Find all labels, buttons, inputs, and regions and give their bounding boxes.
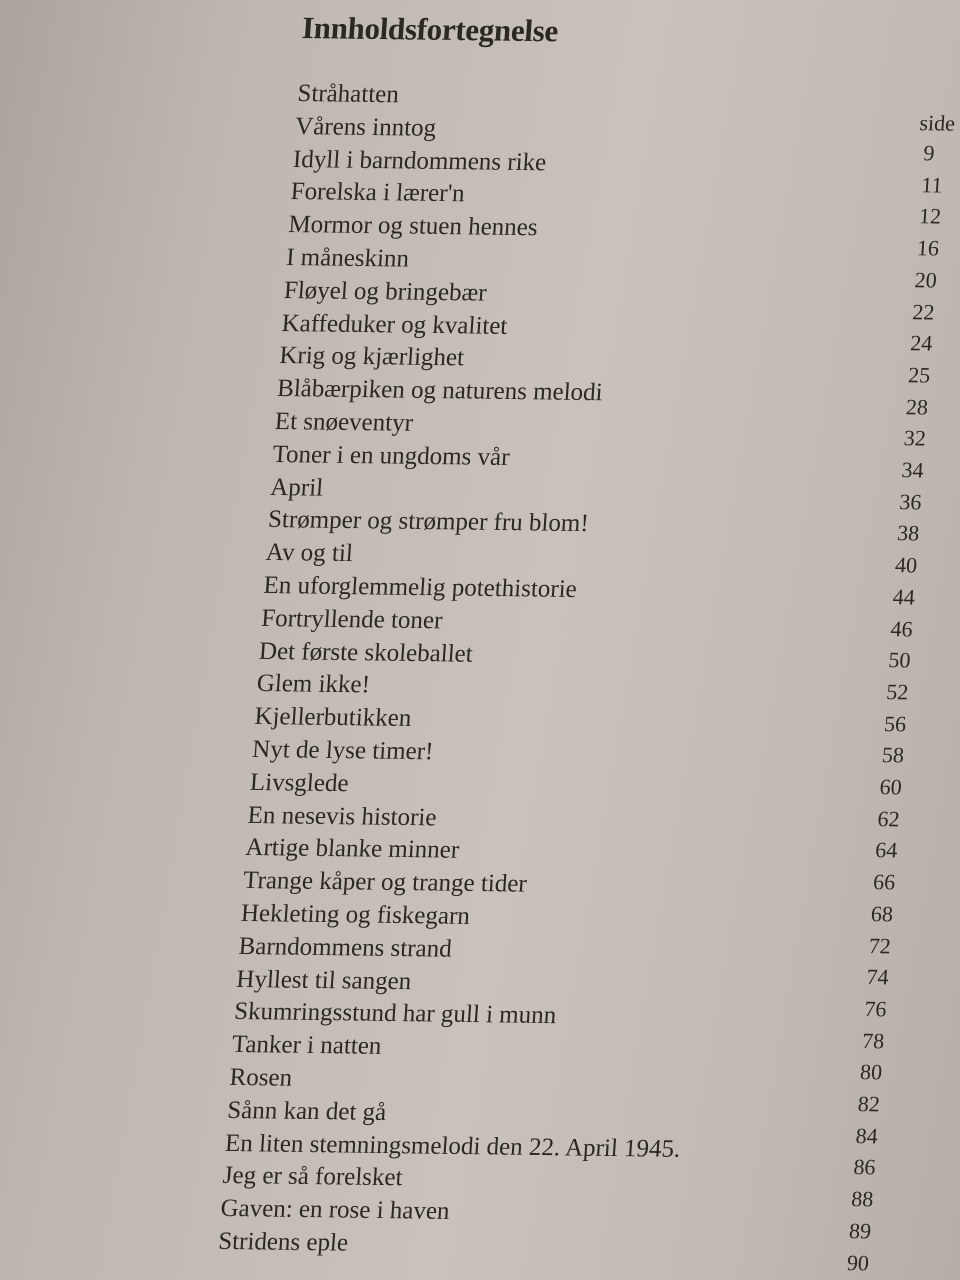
toc-entry-title: En nesevis historie [246, 801, 438, 831]
toc-entry-title: Fortryllende toner [260, 604, 444, 635]
toc-entry-title: Tanker i natten [231, 1031, 383, 1061]
toc-entry-page-number: 11 [920, 171, 944, 198]
toc-entry-page-number: 78 [861, 1027, 886, 1054]
toc-entry-page-number: 50 [887, 647, 912, 673]
toc-entry-page-number: 12 [918, 203, 943, 229]
toc-entry-title: Forelska i lærer'n [289, 178, 466, 208]
toc-entry-title: Rosen [228, 1063, 294, 1092]
toc-entry-title: Livsglede [249, 768, 350, 797]
toc-entry-title: En uforglemmelig potethistorie [262, 571, 578, 604]
toc-entry-title: Nyt de lyse timer! [251, 735, 435, 766]
toc-entry-page-number: 88 [850, 1186, 875, 1212]
toc-entry-page-number: 20 [913, 267, 938, 293]
toc-entry-page-number: 36 [898, 488, 923, 515]
toc-entry-title: Av og til [264, 539, 354, 568]
toc-entry-page-number: 68 [870, 900, 894, 927]
toc-entry-page-number: 9 [922, 140, 936, 166]
toc-entry-page-number: 80 [859, 1059, 883, 1085]
toc-entry-title: Krig og kjærlighet [278, 342, 465, 372]
toc-entry-page-number: 28 [905, 393, 929, 420]
toc-entry-title: Kjellerbutikken [253, 703, 413, 733]
toc-entry-title: Et snøeventyr [274, 407, 414, 437]
toc-entry-title: Jeg er så forelsket [221, 1162, 404, 1192]
toc-entry-title: Stridens eple [217, 1227, 350, 1257]
toc-entry-page-number: 64 [874, 837, 899, 863]
toc-entry-page-number: 38 [896, 520, 921, 546]
toc-entry-page-number: 40 [894, 552, 918, 578]
toc-entry-page-number: 84 [854, 1122, 879, 1149]
toc-entry-page-number: 62 [876, 805, 901, 832]
toc-entry-page-number: 22 [911, 298, 936, 324]
toc-entry-title: Barndommens strand [237, 932, 453, 963]
toc-entry-page-number: 32 [902, 425, 927, 451]
toc-entry-page-number: 82 [857, 1091, 881, 1117]
toc-entry-title: Kaffeduker og kvalitet [280, 309, 509, 340]
toc-entry-title: En liten stemningsmelodi den 22. April 1945. [224, 1129, 682, 1163]
toc-entry-page-number: 90 [846, 1249, 870, 1275]
page-title: Innholdsfortegnelse [300, 9, 560, 49]
toc-entry-page-number: 72 [868, 932, 892, 958]
toc-entry-page-number: 46 [889, 615, 914, 641]
toc-entry-title: Toner i en ungdoms vår [271, 440, 511, 471]
toc-entry-page-number: 76 [863, 996, 888, 1022]
page-column-label: side [918, 110, 956, 136]
toc-entry-page-number: 74 [865, 964, 890, 990]
toc-entry-page-number: 24 [909, 330, 934, 356]
toc-entry-page-number: 56 [883, 710, 908, 737]
toc-entry-page-number: 16 [916, 235, 940, 261]
toc-entry-title: Skumringsstund har gull i munn [233, 998, 558, 1030]
toc-entry-title: Blåbærpiken og naturens melodi [276, 375, 604, 407]
toc-entry-title: Idyll i barndommens rike [292, 145, 548, 176]
toc-entry-title: Mormor og stuen hennes [287, 211, 539, 242]
toc-entry-title: Glem ikke! [255, 670, 371, 699]
toc-entry-page-number: 52 [885, 679, 910, 705]
toc-entry-title: Hyllest til sangen [235, 965, 413, 995]
toc-entry-title: I måneskinn [285, 243, 410, 273]
toc-entry-title: Hekleting og fiskegarn [240, 899, 471, 930]
toc-entry-page-number: 58 [881, 742, 905, 768]
toc-entry-title: Vårens inntog [294, 112, 438, 142]
toc-entry-page-number: 66 [872, 869, 897, 895]
toc-entry-title: Det første skoleballet [258, 637, 474, 668]
toc-entry-title: Strømper og strømper fru blom! [267, 506, 590, 538]
toc-entry-page-number: 89 [848, 1217, 873, 1244]
toc-entry-page-number: 60 [878, 774, 903, 800]
toc-entry-title: Trange kåper og trange tider [242, 867, 528, 898]
toc-entry-title: Artige blanke minner [244, 834, 461, 865]
toc-entry-title: Sånn kan det gå [226, 1096, 388, 1126]
toc-entry-title: Stråhatten [296, 79, 400, 109]
toc-entry-title: Gaven: en rose i haven [219, 1195, 451, 1226]
toc-entry-title: April [269, 473, 325, 502]
toc-entry-page-number: 34 [900, 457, 925, 483]
toc-entry-title: Fløyel og bringebær [283, 276, 488, 307]
toc-entry-page-number: 86 [852, 1154, 877, 1180]
toc-entry-page-number: 44 [892, 583, 916, 610]
toc-entry-page-number: 25 [907, 362, 932, 388]
